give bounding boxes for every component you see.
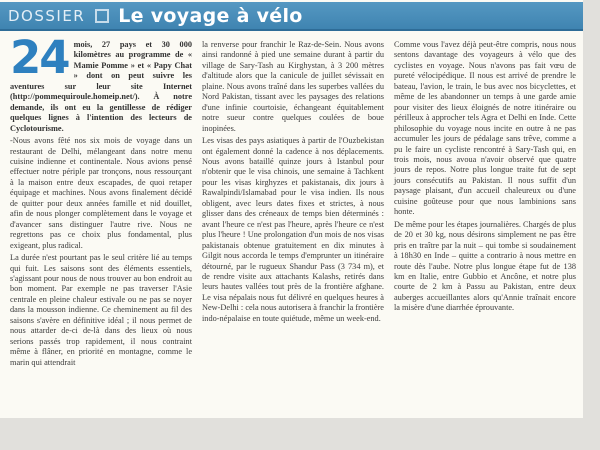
article-title: Le voyage à vélo [118, 4, 303, 27]
column-2 [202, 40, 384, 370]
article-paragraph: La durée n'est pourtant pas le seul critère lié au temps qui fuit. Les saisons sont des éléments essentiels, s'agissant pour nous de nous trouver au bon endroit au bon moment. Par exemple ne pas traverser l'Asie centrale en pleine chaleur estivale ou ne pas se noyer dans la mousson indienne. Ce cheminement au fil des saisons s'avère en définitive idéal ; il nous permet de nous attarder de-ci de-là dans des lieux où nous serions passés trop rapidement, il nous contraint même à flâner, en priorité en montagne, comme le marin qui attendrait [10, 253, 192, 367]
outline-square-icon [95, 9, 109, 23]
column-3 [394, 40, 576, 370]
intro-text: mois, 27 pays et 30 000 kilomètres au programme de « Mamie Pomme » et « Papy Chat » dont on peut suivre les aventures sur leur site Internet (http://pommequiroule.homeip.net/). À notre demande, ils ont eu la gentillesse de rédiger quelques lignes à l'intention des lecteurs de Cyclotourisme. [10, 40, 192, 133]
article-paragraph: Les visas des pays asiatiques à partir de l'Ouzbekistan ont également donné la cadence à nos déplacements. Nous avons bataillé quinze jours à Istanbul pour n'obtenir que le visa chinois, une semaine à Tachkent pour les visas kirghyzes et pakistanais, dix jours à Rawalpindi/Islamabad pour le visa indien. Ils nous obligent, avec leurs dates fixes et strictes, à nous glisser dans des créneaux de temps bien déterminés : avant l'heure ce n'est pas l'heure, après l'heure ce n'est plus l'heure ! Une prolongation d'un mois de nos visas pakistanais obtenue gratuitement en dix minutes à Gilgit nous accorda le temps d'emprunter un itinéraire détourné, par le rugueux Shandur Pass (3 734 m), et de rendre visite aux attachants Kalashs, retirés dans leurs hautes vallées tout près de la frontière afghane. Le visa népalais nous fut délivré en quelques heures à New-Delhi : cela nous autorisera à franchir la frontière indo-népalaise en toute quiétude, même un week-end. [202, 136, 384, 323]
intro-paragraph [10, 31, 192, 134]
column-1 [10, 31, 192, 370]
article-paragraph: De même pour les étapes journalières. Chargés de plus de 20 et 30 kg, nous désirons simplement ne pas être pris en traître par la nuit – qui tombe si soudainement à 18h30 en Inde – quitte a contrario à nous mettre en route dès l'aube. Notre plus longue étape fut de 138 km en Italie, entre Gubbio et Ancône, et notre plus courte de 2 km à Passu au Pakistan, entre deux auberges accueillantes alors qu'Annie traînait encore la misère d'une diarrhée éprouvante. [394, 219, 576, 313]
article-paragraph: Comme vous l'avez déjà peut-être compris, nous nous sentons davantage des voyageurs à vélo que des cyclistes en voyage. Nous n'avons pas fait vœu de pureté vélocipédique. Il nous est arrivé de prendre le bateau, l'avion, le train, le bus avec nos bicyclettes, et même de les abandonner un temps à une garde amie pour visiter des lieux éloignés de notre itinéraire ou périlleux à approcher tels Agra et Delhi en Inde. Cette philosophie du voyage nous incite en outre à ne pas accumuler les jours de pédalage sans trêve, comme a pu le faire un cycliste rencontré à Sary-Tash qui, en trois mois, nous avoua n'avoir observé que quatre jours de repos. Notre plus longue traite fut de sept jours consécutifs au Pakistan. Il nous suffit d'un paysage plaisant, d'un accueil chaleureux ou d'une cuisine goûteuse pour que nous lambinions sans honte. [394, 40, 576, 217]
section-kicker: DOSSIER [8, 6, 86, 25]
article-body [10, 31, 576, 370]
article-paragraph: -Nous avons fêté nos six mois de voyage dans un restaurant de Delhi, mélangeant dans notre menu cuisine indienne et continentale. Nous avions pensé effectuer notre périple par tronçons, nous ressourçant à la maison entre deux escapades, de quoi retaper équipage et machines. Nous avons finalement décidé de quitter pour deux années famille et nid douillet, afin de nous plonger complètement dans le voyage et d'avancer sans distinguer l'autre rive. Nous ne regrettons pas ce choix plus fondamental, plus exigeant, plus radical. [10, 136, 192, 250]
section-banner [0, 2, 583, 31]
article-paragraph: la renverse pour franchir le Raz-de-Sein. Nous avons ainsi randonné à pied une semaine durant à partir du village de Sary-Tash au Kirghystan, à 3 200 mètres d'altitude alors que la canicule de juillet sévissait en plaine. Nous avons traîné dans les superbes vallées du Nord Pakistan, tissant avec les paysages des relations d'une infinie courtoisie, échangeant équitablement notre sueur contre quelques coulées de boue inopinées. [202, 40, 384, 133]
dropcap-number: 24 [10, 31, 69, 84]
